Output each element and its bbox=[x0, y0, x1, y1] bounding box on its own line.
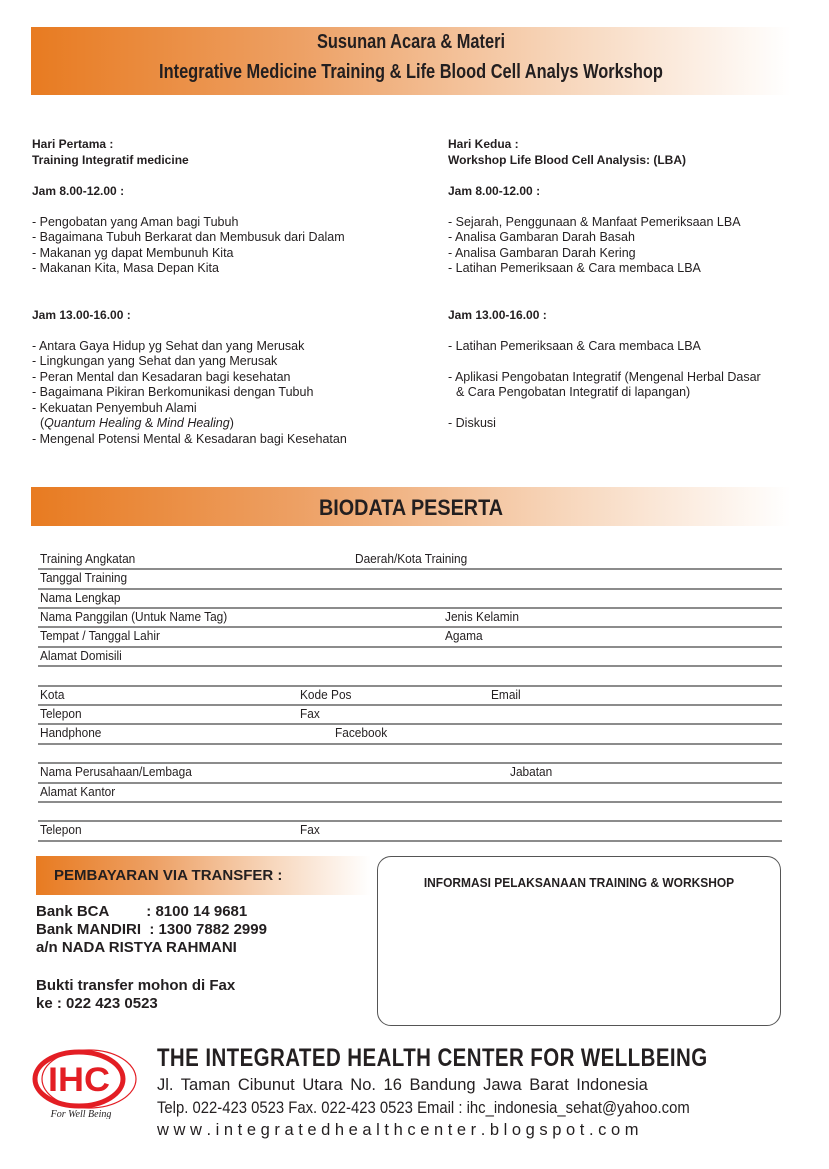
field-agama[interactable]: Agama bbox=[445, 629, 483, 643]
day1-subtitle: Training Integratif medicine bbox=[32, 152, 189, 167]
ihc-logo bbox=[31, 1047, 141, 1119]
transfer-proof-note: Bukti transfer mohon di Fax bbox=[36, 977, 236, 994]
form-line bbox=[38, 665, 782, 667]
field-training-angkatan[interactable]: Training Angkatan bbox=[40, 552, 136, 566]
biodata-banner bbox=[31, 487, 791, 526]
list-item-sub: (Quantum Healing & Mind Healing) bbox=[40, 416, 234, 430]
svg-text:For Well Being: For Well Being bbox=[50, 1109, 112, 1119]
bank-bca: Bank BCA : 8100 14 9681 bbox=[36, 903, 248, 920]
field-jenis-kelamin[interactable]: Jenis Kelamin bbox=[445, 610, 519, 624]
day1-schedule bbox=[32, 137, 432, 447]
org-contact: Telp. 022-423 0523 Fax. 022-423 0523 Email : ihc_indonesia_sehat@yahoo.com bbox=[157, 1099, 690, 1117]
list-item: - Lingkungan yang Sehat dan yang Merusak bbox=[32, 354, 278, 368]
form-line bbox=[38, 820, 782, 822]
list-item: - Sejarah, Penggunaan & Manfaat Pemeriksaan LBA bbox=[448, 214, 741, 229]
field-fax-kantor[interactable]: Fax bbox=[300, 823, 320, 837]
list-item: - Latihan Pemeriksaan & Cara membaca LBA bbox=[448, 261, 701, 275]
account-name: a/n NADA RISTYA RAHMANI bbox=[36, 939, 237, 956]
form-line bbox=[38, 568, 782, 570]
form-line bbox=[38, 646, 782, 648]
day2-subtitle: Workshop Life Blood Cell Analysis: (LBA) bbox=[448, 152, 687, 167]
list-item: - Mengenal Potensi Mental & Kesadaran bagi Kesehatan bbox=[32, 431, 347, 446]
field-nama-panggilan[interactable]: Nama Panggilan (Untuk Name Tag) bbox=[40, 610, 228, 624]
list-item: - Makanan yg dapat Membunuh Kita bbox=[32, 245, 234, 260]
field-email[interactable]: Email bbox=[491, 688, 521, 702]
form-line bbox=[38, 723, 782, 725]
field-tempat-tanggal-lahir[interactable]: Tempat / Tanggal Lahir bbox=[40, 629, 160, 643]
payment-title: PEMBAYARAN VIA TRANSFER : bbox=[54, 867, 283, 884]
day1-heading: Hari Pertama : bbox=[32, 137, 114, 151]
day2-heading: Hari Kedua : bbox=[448, 137, 519, 151]
field-telepon-kantor[interactable]: Telepon bbox=[40, 823, 82, 837]
form-line bbox=[38, 685, 782, 687]
list-item: - Antara Gaya Hidup yg Sehat dan yang Merusak bbox=[32, 338, 305, 353]
list-item: - Pengobatan yang Aman bagi Tubuh bbox=[32, 214, 239, 229]
list-item: - Peran Mental dan Kesadaran bagi kesehatan bbox=[32, 369, 291, 384]
field-daerah-kota-training[interactable]: Daerah/Kota Training bbox=[355, 552, 468, 566]
svg-text:IHC: IHC bbox=[48, 1061, 110, 1099]
bank-mandiri: Bank MANDIRI : 1300 7882 2999 bbox=[36, 921, 267, 938]
form-line bbox=[38, 743, 782, 745]
info-box-title: INFORMASI PELAKSANAAN TRAINING & WORKSHOP bbox=[423, 875, 735, 890]
field-jabatan[interactable]: Jabatan bbox=[510, 765, 553, 779]
field-nama-lengkap[interactable]: Nama Lengkap bbox=[40, 591, 121, 605]
day1-afternoon-time: Jam 13.00-16.00 : bbox=[32, 307, 131, 322]
field-facebook[interactable]: Facebook bbox=[335, 726, 388, 740]
form-line bbox=[38, 762, 782, 764]
page-subtitle: Integrative Medicine Training & Life Blood Cell Analys Workshop bbox=[159, 61, 663, 83]
form-line bbox=[38, 782, 782, 784]
ihc-logo-icon bbox=[31, 1047, 141, 1119]
form-line bbox=[38, 588, 782, 590]
day1-morning-time: Jam 8.00-12.00 : bbox=[32, 183, 125, 198]
field-kota[interactable]: Kota bbox=[40, 688, 65, 702]
list-item-cont: & Cara Pengobatan Integratif di lapangan) bbox=[456, 385, 691, 399]
form-line bbox=[38, 607, 782, 609]
org-address: Jl. Taman Cibunut Utara No. 16 Bandung Jawa Barat Indonesia bbox=[157, 1076, 648, 1094]
form-line bbox=[38, 704, 782, 706]
form-line bbox=[38, 801, 782, 803]
list-item: - Analisa Gambaran Darah Kering bbox=[448, 245, 636, 260]
list-item: - Latihan Pemeriksaan & Cara membaca LBA bbox=[448, 338, 701, 353]
day2-afternoon-time: Jam 13.00-16.00 : bbox=[448, 307, 547, 322]
list-item: - Bagaimana Pikiran Berkomunikasi dengan Tubuh bbox=[32, 385, 314, 399]
field-kode-pos[interactable]: Kode Pos bbox=[300, 688, 352, 702]
list-item: - Bagaimana Tubuh Berkarat dan Membusuk dari Dalam bbox=[32, 230, 345, 244]
form-line bbox=[38, 626, 782, 628]
list-item: - Makanan Kita, Masa Depan Kita bbox=[32, 261, 219, 275]
list-item: - Diskusi bbox=[448, 416, 496, 430]
field-nama-perusahaan[interactable]: Nama Perusahaan/Lembaga bbox=[40, 765, 192, 779]
day2-morning-time: Jam 8.00-12.00 : bbox=[448, 183, 541, 198]
org-website[interactable]: w w w . i n t e g r a t e d h e a l t h c e n t e r . b l o g s p o t . c o m bbox=[157, 1121, 639, 1139]
title-banner bbox=[31, 27, 791, 95]
org-name: THE INTEGRATED HEALTH CENTER FOR WELLBEING bbox=[157, 1044, 708, 1072]
field-fax[interactable]: Fax bbox=[300, 707, 320, 721]
field-handphone[interactable]: Handphone bbox=[40, 726, 102, 740]
field-alamat-domisili[interactable]: Alamat Domisili bbox=[40, 649, 122, 663]
page-title: Susunan Acara & Materi bbox=[316, 31, 506, 53]
biodata-title: BIODATA PESERTA bbox=[318, 495, 504, 520]
info-box bbox=[377, 856, 781, 1026]
list-item: - Aplikasi Pengobatan Integratif (Mengenal Herbal Dasar bbox=[448, 369, 761, 384]
fax-number: ke : 022 423 0523 bbox=[36, 995, 158, 1012]
form-line bbox=[38, 840, 782, 842]
day2-schedule bbox=[448, 137, 818, 432]
field-telepon[interactable]: Telepon bbox=[40, 707, 82, 721]
list-item: - Kekuatan Penyembuh Alami bbox=[32, 400, 197, 415]
list-item: - Analisa Gambaran Darah Basah bbox=[448, 230, 635, 244]
payment-banner bbox=[36, 856, 371, 895]
field-alamat-kantor[interactable]: Alamat Kantor bbox=[40, 785, 116, 799]
field-tanggal-training[interactable]: Tanggal Training bbox=[40, 571, 128, 585]
